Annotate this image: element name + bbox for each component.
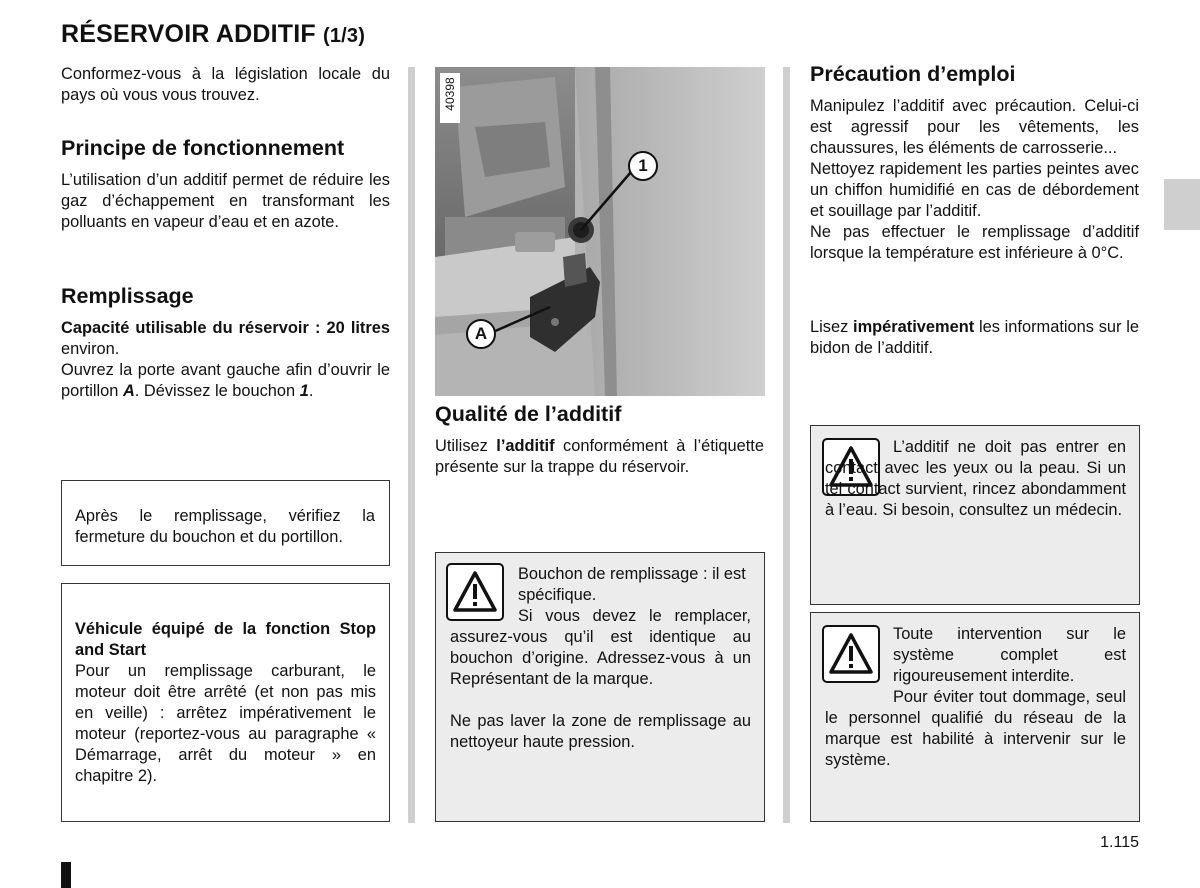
read-bold: impérativement <box>853 318 975 336</box>
stopstart-heading: Véhicule équipé de la fonction Stop and Start <box>75 620 376 659</box>
page-title <box>61 20 365 49</box>
filling-instruction-1: Ouvrez la porte avant gauche afin d’ouvrir le portillon <box>61 361 390 400</box>
page-number: 1.115 <box>1100 834 1139 851</box>
page-title-text: RÉSERVOIR ADDITIF <box>61 20 316 48</box>
filling-instruction-2: . Dévissez le bouchon <box>134 382 300 400</box>
precaution-text-3: Ne pas effectuer le remplissage d’additif lorsque la température est inférieure à 0°C. <box>810 223 1139 262</box>
warning-icon <box>822 625 880 683</box>
precaution-text-2: Nettoyez rapidement les parties peintes avec un chiffon humidifié en cas de débordement et souillage par l’additif. <box>810 160 1139 220</box>
quality-post: conformément à l’étiquette présente sur la trappe du réservoir. <box>435 437 764 476</box>
stopstart-content <box>75 619 376 787</box>
chapter-tab <box>1164 179 1200 230</box>
warning-cap-title: Bouchon de remplissage : il est spécifique. <box>518 565 746 604</box>
warning-intervention-text-1: Toute intervention sur le système complet est rigoureusement interdite. <box>893 625 1126 685</box>
warning-contact-text: L’additif ne doit pas entrer en contact avec les yeux ou la peau. Si un tel contact survient, rincez abondamment à l’eau. Si besoin, consultez un médecin. <box>825 438 1126 519</box>
callout-1: 1 <box>628 151 658 181</box>
corner-mark <box>61 862 71 888</box>
ref-1: 1 <box>299 382 309 400</box>
principle-heading: Principe de fonctionnement <box>61 136 345 160</box>
read-post: les informations sur le bidon de l’additif. <box>810 318 1139 357</box>
warning-box-intervention <box>810 612 1140 822</box>
quality-bold: l’additif <box>496 437 555 455</box>
column-divider-left <box>408 67 415 823</box>
warning-box-contact <box>810 425 1140 605</box>
filling-heading: Remplissage <box>61 284 194 308</box>
read-text <box>810 317 1139 359</box>
quality-heading: Qualité de l’additif <box>435 402 622 426</box>
capacity-suffix: environ. <box>61 340 120 358</box>
column-divider-right <box>783 67 790 823</box>
warning-cap-text-1: Si vous devez le remplacer, assurez-vous qu’il est identique au bouchon d’origine. Adressez-vous à un Représentant de la marque. <box>450 607 751 688</box>
photo-code: 40398 <box>443 77 457 111</box>
capacity-label: Capacité utilisable du réservoir : 20 litres <box>61 319 390 337</box>
warning-cap-text-2: Ne pas laver la zone de remplissage au nettoyeur haute pression. <box>450 712 751 751</box>
filling-instruction-3: . <box>308 382 314 400</box>
note-box-text: Après le remplissage, vérifiez la fermeture du bouchon et du portillon. <box>75 507 375 546</box>
quality-pre: Utilisez <box>435 437 497 455</box>
stopstart-text: Pour un remplissage carburant, le moteur doit être arrêté (et non pas mis en veille) : arrêtez impérativement le moteur (reportez-vous au paragraphe « Démarrage, arrêt du moteur » en chapitre 2). <box>75 662 376 785</box>
callout-a: A <box>466 319 496 349</box>
principle-text: L’utilisation d’un additif permet de réduire les gaz d’échappement en transformant les polluants en vapeur d’eau et en azote. <box>61 171 390 231</box>
warning-intervention-text-2: Pour éviter tout dommage, seul le personnel qualifié du réseau de la marque est habilité à intervenir sur le système. <box>825 688 1126 769</box>
intro-text: Conformez-vous à la législation locale du pays où vous vous trouvez. <box>61 65 390 104</box>
warning-box-cap <box>435 552 765 822</box>
page-title-suffix: (1/3) <box>322 25 366 47</box>
filler-photo <box>435 67 765 396</box>
ref-a: A <box>122 382 135 400</box>
read-pre: Lisez <box>810 318 854 336</box>
precaution-text-1: Manipulez l’additif avec précaution. Celui-ci est agressif pour les vêtements, les chaussures, les éléments de carrosserie... <box>810 97 1139 157</box>
stopstart-box <box>61 583 390 822</box>
precaution-text <box>810 96 1139 264</box>
quality-text <box>435 436 764 478</box>
filling-text <box>61 318 390 402</box>
precaution-heading: Précaution d’emploi <box>810 62 1016 86</box>
note-box <box>61 480 390 566</box>
